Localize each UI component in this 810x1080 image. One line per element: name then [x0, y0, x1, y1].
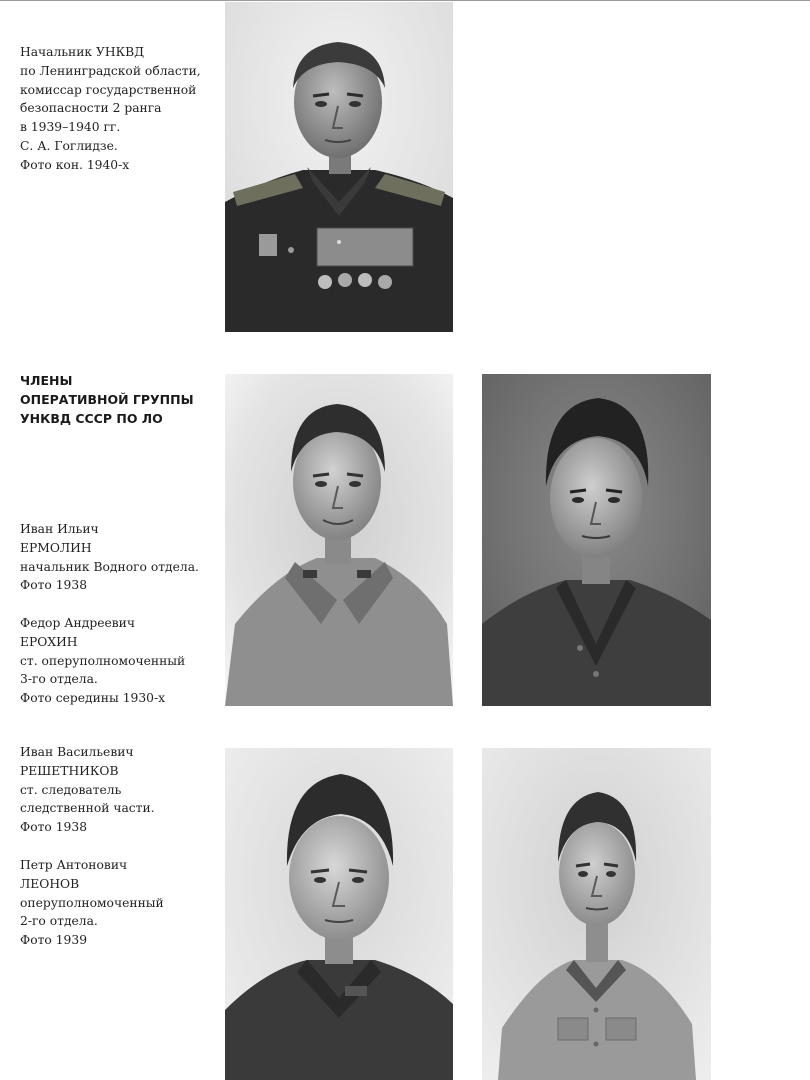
photo-erokhin: [482, 374, 711, 706]
portrait-reshetnikov: [225, 748, 453, 1080]
caption-line: оперуполномоченный: [20, 895, 164, 910]
heading-line: ЧЛЕНЫ: [20, 373, 73, 388]
caption-line: Иван Васильевич: [20, 745, 134, 759]
portrait-ermolin: [225, 374, 453, 706]
caption-line: по Ленинградской области,: [20, 63, 201, 78]
page-top-rule: [0, 0, 810, 1]
caption-reshetnikov: [20, 743, 220, 837]
photo-ermolin: [225, 374, 453, 706]
caption-line: Фото 1938: [20, 578, 88, 593]
caption-line: ЕРОХИН: [20, 634, 78, 649]
caption-line: Фото 1939: [20, 933, 88, 948]
caption-line: Петр Антонович: [20, 858, 128, 872]
heading-line: УНКВД СССР ПО ЛО: [20, 411, 163, 426]
caption-line: Начальник УНКВД: [20, 45, 145, 59]
photo-goglidze: [225, 2, 453, 332]
caption-leonov: [20, 856, 220, 950]
caption-line: безопасности 2 ранга: [20, 101, 162, 116]
caption-line: Фото 1938: [20, 820, 88, 835]
caption-line: ст. следователь: [20, 782, 122, 797]
caption-line: 3-го отдела.: [20, 672, 98, 687]
caption-line: в 1939–1940 гг.: [20, 120, 121, 135]
photo-leonov: [482, 748, 711, 1080]
caption-line: Федор Андреевич: [20, 616, 135, 630]
caption-line: начальник Водного отдела.: [20, 559, 199, 574]
caption-line: Фото кон. 1940-х: [20, 157, 130, 172]
caption-line: С. А. Гоглидзе.: [20, 138, 118, 153]
portrait-erokhin: [482, 374, 711, 706]
caption-goglidze: [20, 43, 220, 175]
caption-line: 2-го отдела.: [20, 914, 98, 929]
caption-line: Иван Ильич: [20, 522, 99, 536]
caption-line: ст. оперуполномоченный: [20, 653, 186, 668]
caption-line: комиссар государственной: [20, 82, 197, 97]
section-heading: [20, 371, 220, 428]
caption-line: ЛЕОНОВ: [20, 876, 80, 891]
photo-reshetnikov: [225, 748, 453, 1080]
heading-line: ОПЕРАТИВНОЙ ГРУППЫ: [20, 392, 194, 407]
caption-line: Фото середины 1930-х: [20, 691, 166, 706]
caption-line: РЕШЕТНИКОВ: [20, 763, 119, 778]
caption-line: следственной части.: [20, 801, 155, 816]
portrait-leonov: [482, 748, 711, 1080]
caption-erokhin: [20, 614, 220, 708]
caption-ermolin: [20, 520, 220, 595]
caption-line: ЕРМОЛИН: [20, 540, 92, 555]
portrait-goglidze: [225, 2, 453, 332]
